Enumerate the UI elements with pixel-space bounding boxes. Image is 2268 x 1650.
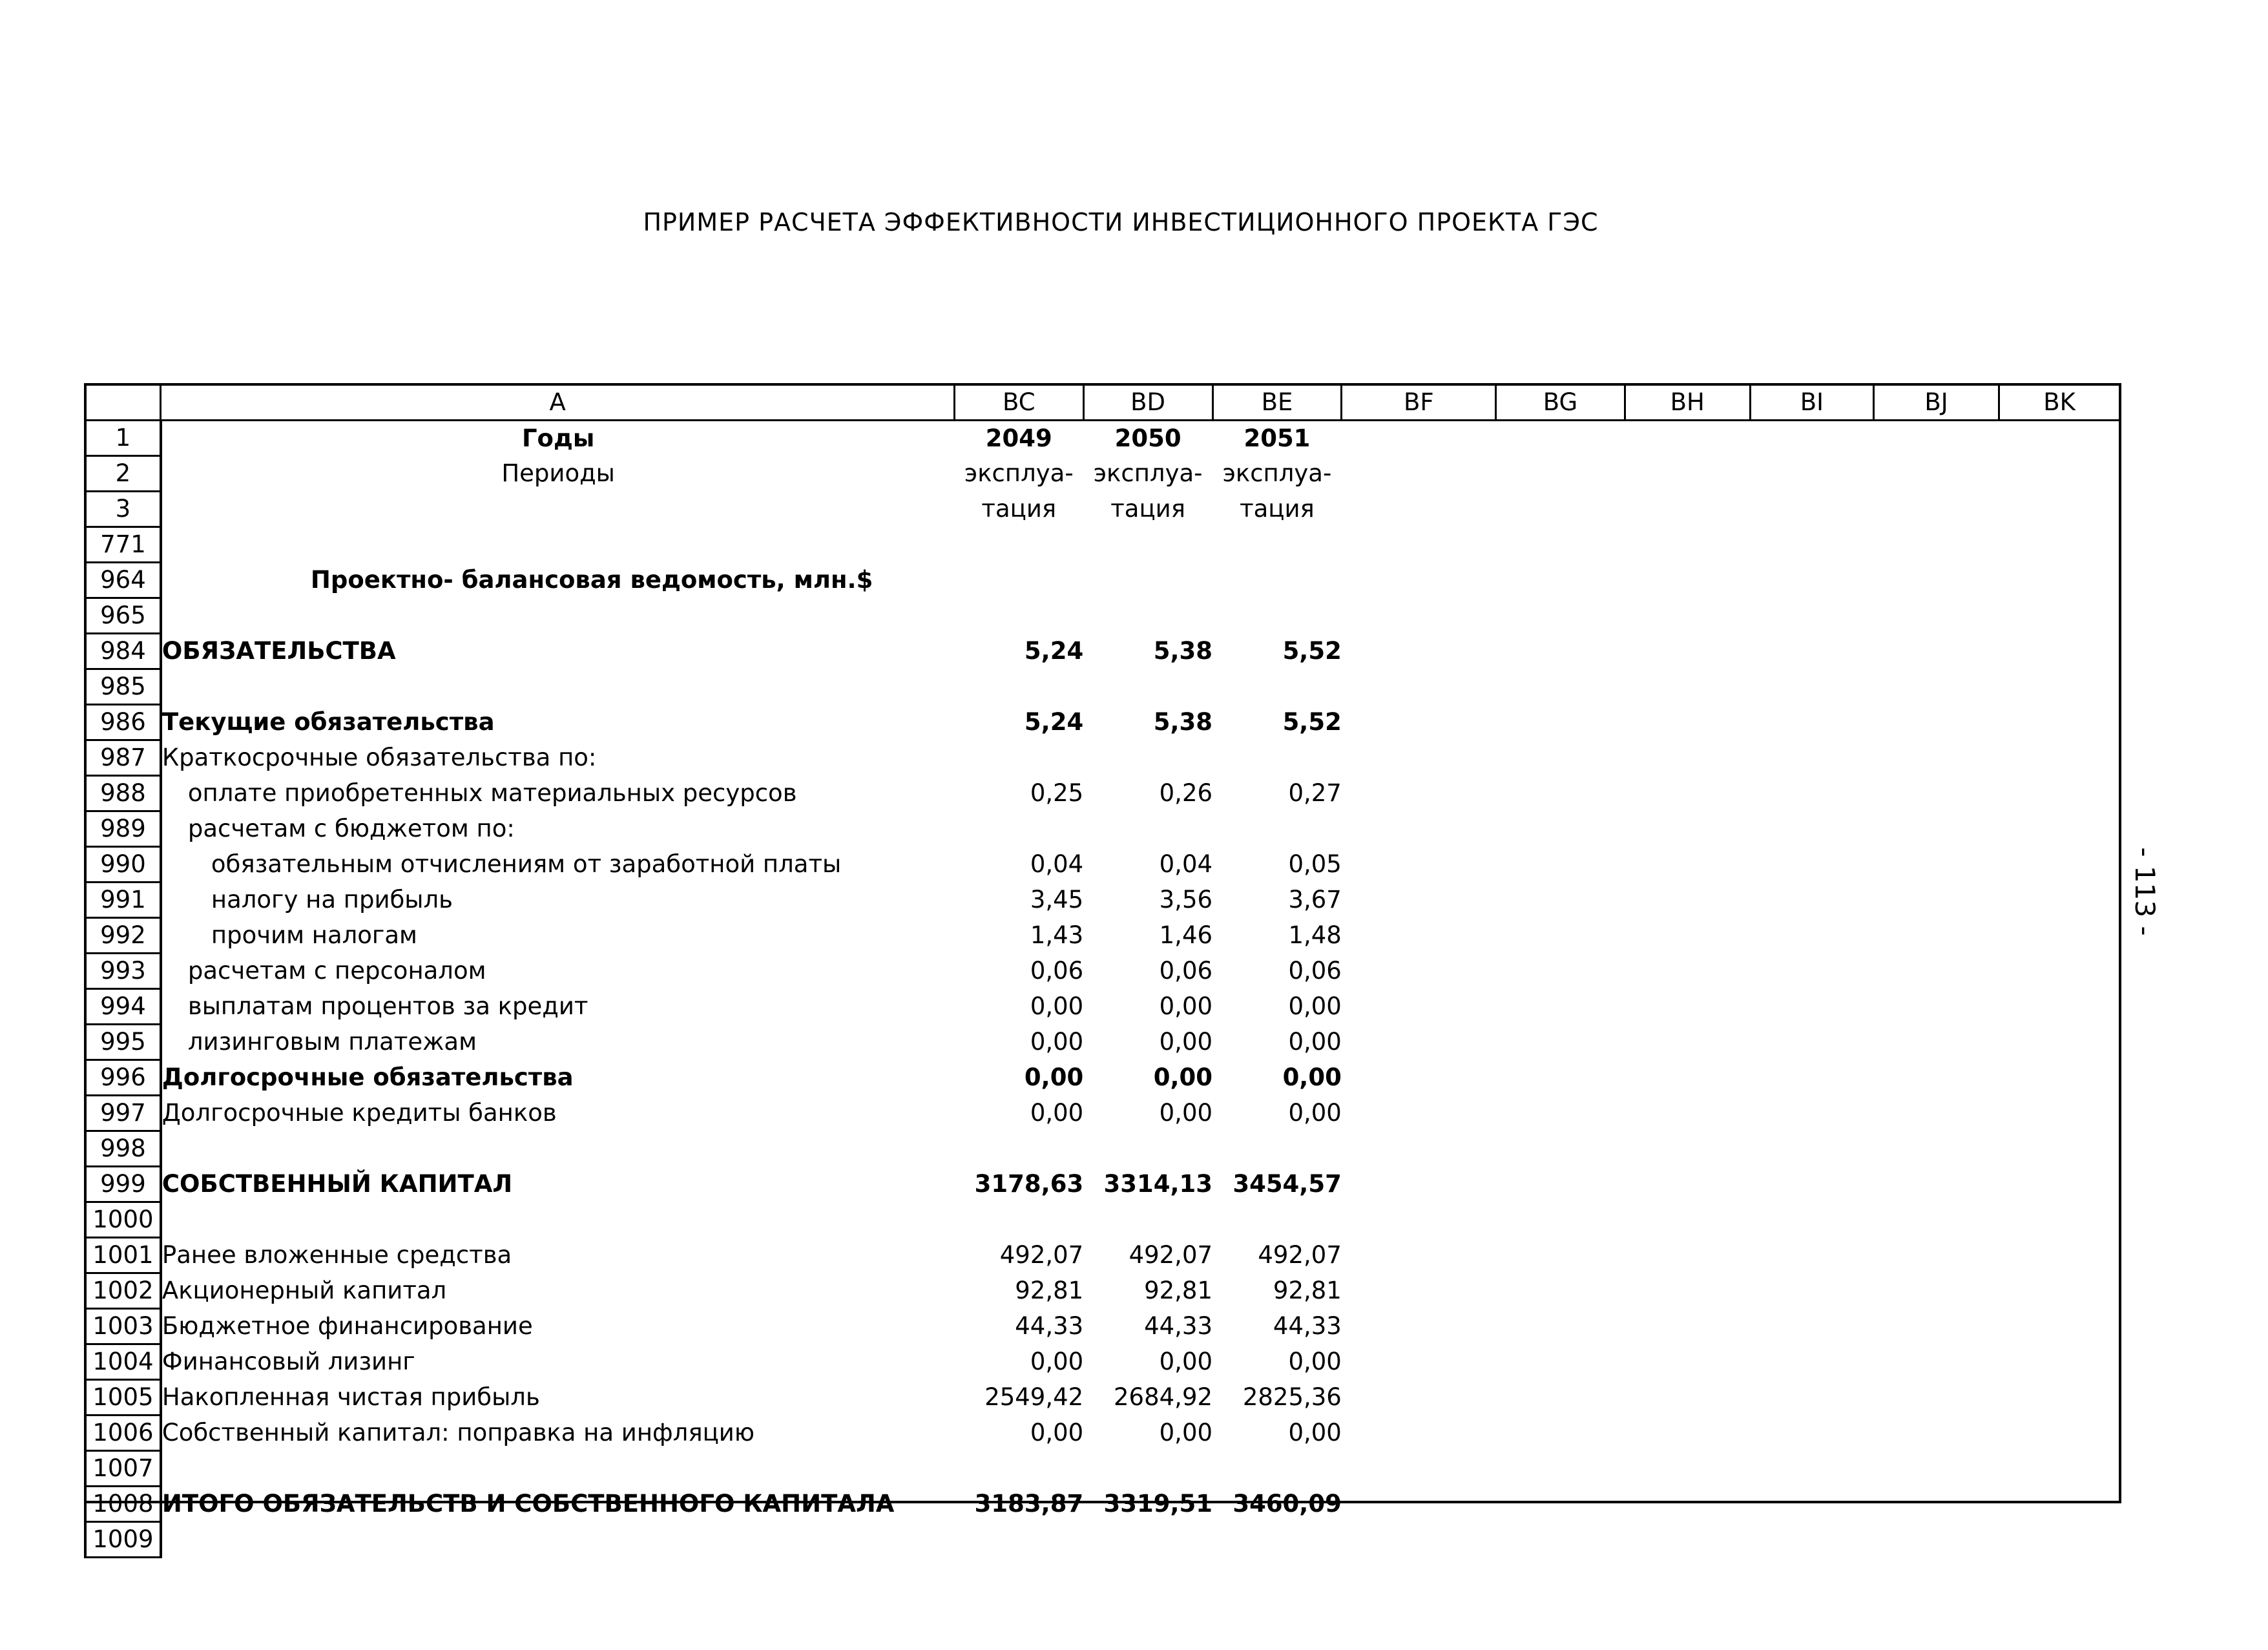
value-be: 492,07 (1258, 1241, 1342, 1269)
value-bd: 5,38 (1153, 708, 1213, 736)
value-bc (954, 811, 1083, 847)
period2-bd: тация (1110, 495, 1185, 523)
empty-cells (1342, 1451, 2119, 1487)
empty-cells (1342, 456, 2119, 492)
table-row (85, 1344, 2119, 1380)
value-bd: 3319,51 (1103, 1490, 1213, 1518)
periods-row-2 (85, 492, 2119, 527)
row-label (161, 598, 954, 634)
value-bd: 44,33 (1144, 1312, 1213, 1340)
value-be: 0,05 (1288, 850, 1342, 878)
value-bc: 0,00 (1030, 1099, 1084, 1127)
value-bd: 2684,92 (1114, 1383, 1213, 1411)
row-number[interactable]: 2 (85, 456, 161, 492)
page-number: - 113 - (2129, 847, 2161, 936)
empty-cells (1342, 918, 2119, 954)
row-label: выплатам процентов за кредит (187, 992, 588, 1020)
value-bc: 5,24 (1024, 708, 1084, 736)
years-row (85, 421, 2119, 456)
value-bc: 3178,63 (974, 1170, 1084, 1198)
corner-cell[interactable] (85, 384, 161, 421)
row-label: Текущие обязательства (161, 708, 495, 736)
table-row (85, 1380, 2119, 1415)
row-number[interactable]: 1005 (85, 1380, 161, 1415)
table-row (85, 1487, 2119, 1522)
column-header-bc[interactable]: BC (954, 384, 1083, 421)
value-bd (1083, 669, 1212, 705)
value-bc: 0,00 (1030, 1419, 1084, 1446)
value-bd: 0,06 (1159, 957, 1213, 985)
value-bd: 3,56 (1159, 886, 1213, 914)
value-be (1212, 740, 1342, 776)
empty-cells (954, 563, 2119, 598)
value-bc: 0,25 (1030, 779, 1084, 807)
value-bd (1083, 1202, 1212, 1238)
column-header-bj[interactable]: BJ (1873, 384, 1999, 421)
row-label: обязательным отчислениям от заработной платы (211, 850, 842, 878)
row-label: Акционерный капитал (161, 1277, 447, 1304)
empty-cells (1342, 847, 2119, 882)
row-number[interactable]: 1002 (85, 1273, 161, 1309)
value-bc: 0,00 (1030, 1028, 1084, 1056)
row-771 (85, 527, 2119, 563)
empty-cells (1342, 705, 2119, 740)
value-bc: 492,07 (999, 1241, 1084, 1269)
value-bc: 44,33 (1015, 1312, 1084, 1340)
value-bd (1083, 1131, 1212, 1167)
row-label: Накопленная чистая прибыль (161, 1383, 540, 1411)
row-number[interactable]: 989 (85, 811, 161, 847)
table-row (85, 1451, 2119, 1487)
table-row (85, 954, 2119, 989)
row-number[interactable]: 1000 (85, 1202, 161, 1238)
empty-cells (1342, 1522, 2119, 1558)
value-bc (954, 1202, 1083, 1238)
value-be: 2825,36 (1242, 1383, 1342, 1411)
years-label: Годы (521, 424, 595, 452)
value-be: 0,00 (1288, 1099, 1342, 1127)
value-bc: 0,00 (1030, 992, 1084, 1020)
row-number[interactable]: 965 (85, 598, 161, 634)
value-be (1212, 1202, 1342, 1238)
value-be: 0,27 (1288, 779, 1342, 807)
table-row (85, 811, 2119, 847)
value-be: 3454,57 (1233, 1170, 1342, 1198)
row-number[interactable]: 984 (85, 634, 161, 669)
value-bd: 92,81 (1144, 1277, 1213, 1304)
table-row (85, 1060, 2119, 1096)
empty-cells (1342, 1487, 2119, 1522)
period-be: эксплуа- (1222, 459, 1332, 487)
row-label: Долгосрочные обязательства (161, 1063, 574, 1091)
row-label (161, 1522, 954, 1558)
periods-row (85, 456, 2119, 492)
value-bc: 0,04 (1030, 850, 1084, 878)
column-header-a[interactable]: A (161, 384, 954, 421)
column-header-bk[interactable]: BK (1999, 384, 2119, 421)
value-be (1212, 669, 1342, 705)
row-number[interactable]: 986 (85, 705, 161, 740)
period2-bc: тация (981, 495, 1057, 523)
empty-cells (161, 527, 2119, 563)
row-label: Краткосрочные обязательства по: (161, 744, 597, 771)
value-bd: 0,00 (1159, 1348, 1213, 1375)
table-row (85, 1096, 2119, 1131)
table-row (85, 740, 2119, 776)
row-label: прочим налогам (211, 921, 417, 949)
row-number[interactable]: 964 (85, 563, 161, 598)
row-label (161, 1202, 954, 1238)
value-bc (954, 1131, 1083, 1167)
table-row (85, 1131, 2119, 1167)
row-number[interactable]: 1006 (85, 1415, 161, 1451)
column-header-be[interactable]: BE (1212, 384, 1342, 421)
value-bd: 0,00 (1159, 1099, 1213, 1127)
row-number[interactable]: 1001 (85, 1238, 161, 1273)
value-be: 0,00 (1288, 992, 1342, 1020)
row-number[interactable]: 990 (85, 847, 161, 882)
row-label (161, 1131, 954, 1167)
table-row (85, 1167, 2119, 1202)
value-bd: 5,38 (1153, 637, 1213, 665)
empty-cells (1342, 1202, 2119, 1238)
row-label: Бюджетное финансирование (161, 1312, 533, 1340)
section-title-row (85, 563, 2119, 598)
table-row (85, 1238, 2119, 1273)
row-number[interactable]: 999 (85, 1167, 161, 1202)
value-bd: 3314,13 (1103, 1170, 1213, 1198)
value-be (1212, 811, 1342, 847)
table-row (85, 847, 2119, 882)
empty-cells (1342, 1309, 2119, 1344)
value-be: 3460,09 (1233, 1490, 1342, 1518)
value-bd (1083, 811, 1212, 847)
value-be (1212, 1131, 1342, 1167)
value-be: 0,00 (1288, 1348, 1342, 1375)
row-number[interactable]: 991 (85, 882, 161, 918)
empty-cells (1342, 1167, 2119, 1202)
empty-cells (1342, 1060, 2119, 1096)
row-number[interactable]: 1007 (85, 1451, 161, 1487)
table-row (85, 989, 2119, 1025)
row-number[interactable]: 1008 (85, 1487, 161, 1522)
value-be: 5,52 (1282, 708, 1342, 736)
value-be (1212, 1522, 1342, 1558)
row-label: расчетам с бюджетом по: (187, 815, 515, 842)
table-row (85, 776, 2119, 811)
table-row (85, 1025, 2119, 1060)
periods-label: Периоды (501, 459, 615, 487)
value-bd (1083, 1522, 1212, 1558)
value-bd (1083, 598, 1212, 634)
empty-cells (1342, 811, 2119, 847)
table-row (85, 1202, 2119, 1238)
row-label: Долгосрочные кредиты банков (161, 1099, 557, 1127)
empty-cells (1342, 1238, 2119, 1273)
year-bd: 2050 (1114, 424, 1181, 452)
column-header-bf[interactable]: BF (1342, 384, 1496, 421)
empty-cells (1342, 740, 2119, 776)
row-label: Собственный капитал: поправка на инфляцию (161, 1419, 754, 1446)
value-bd (1083, 1451, 1212, 1487)
table-row (85, 1273, 2119, 1309)
row-label: расчетам с персоналом (187, 957, 486, 985)
row-label: ОБЯЗАТЕЛЬСТВА (161, 637, 396, 665)
row-number[interactable]: 1 (85, 421, 161, 456)
empty-label (161, 492, 954, 527)
value-be: 1,48 (1288, 921, 1342, 949)
value-bd: 0,04 (1159, 850, 1213, 878)
value-bc (954, 598, 1083, 634)
row-label: оплате приобретенных материальных ресурсов (187, 779, 797, 807)
empty-cells (1342, 882, 2119, 918)
value-bc (954, 1451, 1083, 1487)
row-number[interactable]: 997 (85, 1096, 161, 1131)
value-bc: 0,00 (1030, 1348, 1084, 1375)
value-bd: 1,46 (1159, 921, 1213, 949)
value-be: 0,00 (1282, 1063, 1342, 1091)
period-bc: эксплуа- (964, 459, 1074, 487)
column-header-bh[interactable]: BH (1625, 384, 1750, 421)
empty-cells (1342, 1273, 2119, 1309)
value-bd: 0,00 (1159, 1028, 1213, 1056)
document-title: ПРИМЕР РАСЧЕТА ЭФФЕКТИВНОСТИ ИНВЕСТИЦИОННОГО ПРОЕКТА ГЭС (643, 208, 1599, 236)
row-number[interactable]: 985 (85, 669, 161, 705)
value-be: 0,06 (1288, 957, 1342, 985)
spreadsheet-table (84, 383, 2121, 1553)
row-number[interactable]: 987 (85, 740, 161, 776)
value-be: 5,52 (1282, 637, 1342, 665)
row-number[interactable]: 994 (85, 989, 161, 1025)
value-bd: 492,07 (1129, 1241, 1213, 1269)
row-number[interactable]: 993 (85, 954, 161, 989)
empty-cells (1342, 1380, 2119, 1415)
value-be (1212, 598, 1342, 634)
empty-cells (1342, 1415, 2119, 1451)
value-bc: 1,43 (1030, 921, 1084, 949)
column-header-bi[interactable]: BI (1750, 384, 1873, 421)
column-header-bd[interactable]: BD (1083, 384, 1212, 421)
empty-cells (1342, 598, 2119, 634)
column-header-row (85, 384, 2119, 421)
period2-be: тация (1240, 495, 1315, 523)
value-bc: 2549,42 (984, 1383, 1084, 1411)
row-label (161, 1451, 954, 1487)
empty-cells (1342, 989, 2119, 1025)
value-bc: 3,45 (1030, 886, 1084, 914)
row-number[interactable]: 1004 (85, 1344, 161, 1380)
empty-cells (1342, 1131, 2119, 1167)
value-be (1212, 1451, 1342, 1487)
empty-cells (1342, 776, 2119, 811)
row-number[interactable]: 1009 (85, 1522, 161, 1558)
value-bd (1083, 740, 1212, 776)
row-label: СОБСТВЕННЫЙ КАПИТАЛ (161, 1170, 513, 1198)
row-label: Финансовый лизинг (161, 1348, 415, 1375)
value-bd: 0,00 (1153, 1063, 1213, 1091)
value-bd: 0,00 (1159, 1419, 1213, 1446)
table-row (85, 669, 2119, 705)
table-row (85, 1309, 2119, 1344)
row-number[interactable]: 995 (85, 1025, 161, 1060)
column-header-bg[interactable]: BG (1496, 384, 1625, 421)
row-label: Ранее вложенные средства (161, 1241, 512, 1269)
value-bc: 3183,87 (974, 1490, 1084, 1518)
section-title: Проектно- балансовая ведомость, млн.$ (310, 566, 873, 594)
empty-cells (1342, 421, 2119, 456)
row-number[interactable]: 1003 (85, 1309, 161, 1344)
empty-cells (1342, 492, 2119, 527)
table-row (85, 705, 2119, 740)
period-bd: эксплуа- (1093, 459, 1203, 487)
value-bd: 0,00 (1159, 992, 1213, 1020)
value-be: 44,33 (1273, 1312, 1342, 1340)
value-bc (954, 669, 1083, 705)
row-number[interactable]: 998 (85, 1131, 161, 1167)
empty-cells (1342, 669, 2119, 705)
table-row (85, 882, 2119, 918)
value-bc: 92,81 (1015, 1277, 1084, 1304)
empty-cells (1342, 634, 2119, 669)
value-bc: 0,00 (1024, 1063, 1084, 1091)
value-bc (954, 740, 1083, 776)
year-be: 2051 (1243, 424, 1311, 452)
empty-cells (1342, 954, 2119, 989)
row-label: лизинговым платежам (187, 1028, 477, 1056)
value-be: 0,00 (1288, 1419, 1342, 1446)
row-label: налогу на прибыль (211, 886, 453, 914)
value-be: 0,00 (1288, 1028, 1342, 1056)
row-number[interactable]: 3 (85, 492, 161, 527)
row-number[interactable]: 771 (85, 527, 161, 563)
year-bc: 2049 (985, 424, 1052, 452)
empty-cells (1342, 1025, 2119, 1060)
table-row (85, 918, 2119, 954)
row-number[interactable]: 988 (85, 776, 161, 811)
table-row (85, 634, 2119, 669)
row-label: ИТОГО ОБЯЗАТЕЛЬСТВ И СОБСТВЕННОГО КАПИТАЛА (161, 1490, 895, 1518)
value-be: 3,67 (1288, 886, 1342, 914)
table-row (85, 1415, 2119, 1451)
empty-cells (1342, 1344, 2119, 1380)
row-number[interactable]: 996 (85, 1060, 161, 1096)
table-row (85, 1522, 2119, 1558)
value-bd: 0,26 (1159, 779, 1213, 807)
value-bc: 5,24 (1024, 637, 1084, 665)
value-bc (954, 1522, 1083, 1558)
row-number[interactable]: 992 (85, 918, 161, 954)
empty-cells (1342, 1096, 2119, 1131)
value-be: 92,81 (1273, 1277, 1342, 1304)
table-row (85, 598, 2119, 634)
value-bc: 0,06 (1030, 957, 1084, 985)
row-label (161, 669, 954, 705)
